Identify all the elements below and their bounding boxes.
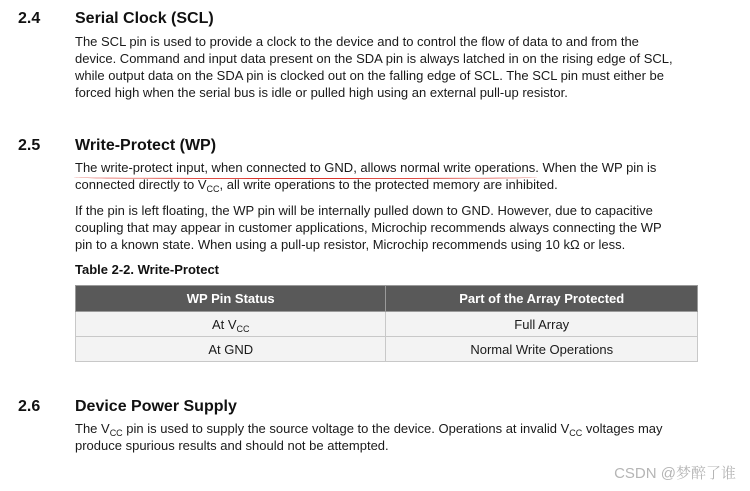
red-underline xyxy=(74,176,537,179)
table-row xyxy=(76,337,698,362)
text-line: pin to a known state. When using a pull-up resistor, Microchip recommends using 10 kΩ or less. xyxy=(75,237,626,252)
write-protect-table xyxy=(75,285,698,362)
paragraph-scl xyxy=(75,33,700,101)
text-line: The write-protect input, when connected to GND, allows normal write operations . When the WP pin is xyxy=(75,159,700,176)
section-title-write-protect: Write-Protect (WP) xyxy=(75,137,217,154)
text-line: device. Command and input data present on the SDA pin is always latched in on the rising edge of SCL, xyxy=(75,51,673,66)
watermark: CSDN @梦醉了谁 xyxy=(614,465,736,482)
text-line: produce spurious results and should not be attempted. xyxy=(75,438,389,453)
text-line: forced high when the serial bus is idle or pulled high using an external pull-up resistor. xyxy=(75,85,568,100)
paragraph-wp-1 xyxy=(75,159,700,193)
section-number-2-5: 2.5 xyxy=(18,137,41,154)
section-title-serial-clock: Serial Clock (SCL) xyxy=(75,10,214,27)
text-line: while output data on the SDA pin is clocked out on the falling edge of SCL. The SCL pin must either be xyxy=(75,68,664,83)
text-line: If the pin is left floating, the WP pin will be internally pulled down to GND. However, due to capacitive xyxy=(75,203,653,218)
section-number-2-4: 2.4 xyxy=(18,10,41,27)
paragraph-wp-2 xyxy=(75,202,700,253)
cell-status-gnd: At GND xyxy=(76,337,386,362)
header-wp-pin-status: WP Pin Status xyxy=(76,286,386,312)
paragraph-power-supply xyxy=(75,420,700,454)
table-caption: Table 2-2. Write-Protect xyxy=(75,262,219,277)
text-line: coupling that may appear in customer applications, Microchip recommends always connecting the WP xyxy=(75,220,662,235)
text-line: connected directly to $V_{CC}$, all write operations to the protected memory are inhibited. xyxy=(75,177,558,194)
table-row xyxy=(76,312,698,337)
section-number-2-6: 2.6 xyxy=(18,398,41,415)
table-header-row xyxy=(76,286,698,312)
cell-protected-normal: Normal Write Operations xyxy=(386,337,698,362)
highlighted-sentence: The write-protect input, when connected to GND, allows normal write operations xyxy=(75,159,535,176)
text-line: The SCL pin is used to provide a clock to the device and to control the flow of data to and from the xyxy=(75,34,639,49)
section-title-power-supply: Device Power Supply xyxy=(75,398,237,415)
text-line: The $V_{CC}$ pin is used to supply the source voltage to the device. Operations at invalid $V_{CC}$ voltages may xyxy=(75,421,663,438)
cell-protected-full: Full Array xyxy=(386,312,698,337)
header-array-protected: Part of the Array Protected xyxy=(386,286,698,312)
cell-status-vcc: At $V_{CC}$ xyxy=(76,312,386,337)
